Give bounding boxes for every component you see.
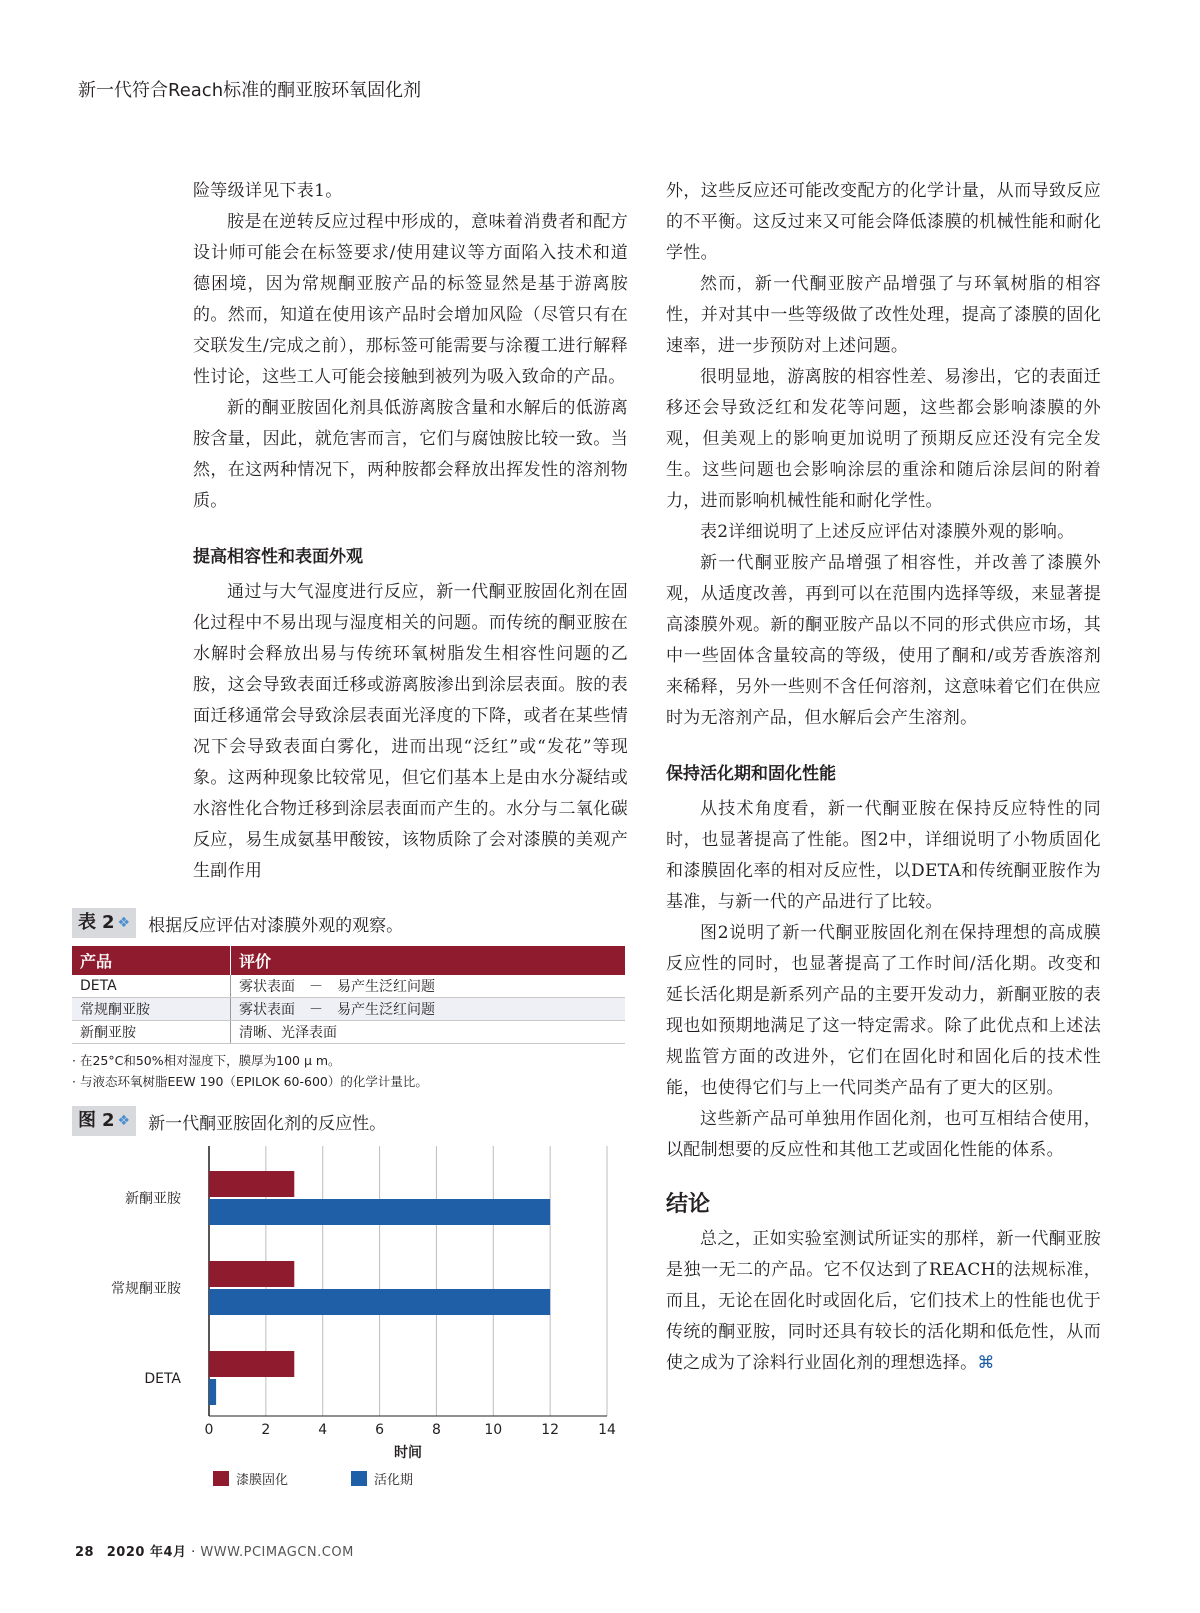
conclusion-text: 总之，正如实验室测试所证实的那样，新一代酮亚胺是独一无二的产品。它不仅达到了REACH的法规标准，而且，无论在固化时或固化后，它们技术上的性能也优于传统的酮亚胺，同时还具有较长的活化期和低危性，从而使之成为了涂料行业固化剂的理想选择。 — [666, 1229, 1101, 1373]
figure-label-text: 图 — [78, 1110, 96, 1131]
table-label — [72, 908, 136, 938]
column-header: 产品 — [72, 946, 231, 975]
issue-date: 2020 年4月 — [106, 1545, 187, 1560]
bar — [209, 1171, 294, 1197]
paragraph: 很明显地，游离胺的相容性差、易渗出，它的表面迁移还会导致泛红和发花等问题，这些都会影响漆膜的外观，但美观上的影响更加说明了预期反应还没有完全发生。这些问题也会影响涂层的重涂和随后涂层间的附着力，进而影响机械性能和耐化学性。 — [666, 367, 1101, 511]
tick-label: 14 — [598, 1422, 616, 1438]
tick-label: 6 — [375, 1422, 385, 1438]
table-note: · 与液态环氧树脂EEW 190（EPILOK 60-600）的化学计量比。 — [72, 1074, 428, 1089]
figure-caption — [72, 1106, 386, 1136]
table-cell: 清晰、光泽表面 — [231, 1021, 626, 1044]
legend-label: 活化期 — [374, 1473, 414, 1488]
figure-caption-text: 新一代酮亚胺固化剂的反应性。 — [148, 1113, 387, 1134]
table-row — [72, 1021, 625, 1044]
table-caption-text: 根据反应评估对漆膜外观的观察。 — [148, 915, 404, 936]
running-title: 新一代符合Reach标准的酮亚胺环氧固化剂 — [78, 80, 422, 101]
category-label: 新酮亚胺 — [125, 1191, 181, 1207]
conclusion-heading: 结论 — [666, 1192, 711, 1217]
table-note: · 在25°C和50%相对湿度下，膜厚为100 μ m。 — [72, 1053, 341, 1068]
right-column — [666, 176, 1101, 1379]
table-cell: 雾状表面 － 易产生泛红问题 — [231, 998, 626, 1021]
figure-number: 2 — [102, 1110, 115, 1131]
paragraph: 图2说明了新一代酮亚胺固化剂在保持理想的高成膜反应性的同时，也显著提高了工作时间/活化期。改变和延长活化期是新系列产品的主要开发动力，新酮亚胺的表现也如预期地满足了这一特定需求。除了此优点和上述法规监管方面的改进外，它们在固化时和固化后的技术性能，也使得它们与上一代同类产品有了更大的区别。 — [666, 923, 1101, 1098]
table-number: 2 — [102, 912, 115, 933]
website-url: WWW.PCIMAGCN.COM — [200, 1545, 354, 1560]
tick-label: 4 — [318, 1422, 328, 1438]
category-label: DETA — [144, 1371, 181, 1387]
x-axis-label: 时间 — [394, 1445, 422, 1461]
bar — [209, 1379, 216, 1405]
tick-label: 8 — [431, 1422, 441, 1438]
bar — [209, 1351, 294, 1377]
table-2 — [72, 908, 627, 1092]
table-header-row — [72, 946, 625, 975]
diamond-cluster-icon: ❖ — [117, 915, 131, 931]
footer-separator: · — [191, 1545, 196, 1560]
paragraph: 外，这些反应还可能改变配方的化学计量，从而导致反应的不平衡。这反过来又可能会降低漆膜的机械性能和耐化学性。 — [666, 181, 1101, 263]
paragraph: 新一代酮亚胺产品增强了相容性，并改善了漆膜外观，从适度改善，再到可以在范围内选择等级，来显著提高漆膜外观。新的酮亚胺产品以不同的形式供应市场，其中一些固体含量较高的等级，使用了酮和/或芳香族溶剂来稀释，另外一些则不含任何溶剂，这意味着它们在供应时为无溶剂产品，但水解后会产生溶剂。 — [666, 553, 1101, 728]
paragraph: 然而，新一代酮亚胺产品增强了与环氧树脂的相容性，并对其中一些等级做了改性处理，提高了漆膜的固化速率，进一步预防对上述问题。 — [666, 274, 1101, 356]
legend-swatch — [351, 1471, 367, 1486]
paragraph: 从技术角度看，新一代酮亚胺在保持反应特性的同时，也显著提高了性能。图2中，详细说明了小物质固化和漆膜固化率的相对反应性，以DETA和传统酮亚胺作为基准，与新一代的产品进行了比较。 — [666, 799, 1101, 912]
table-row — [72, 998, 625, 1021]
paragraph: 险等级详见下表1。 — [193, 181, 343, 201]
table-caption — [72, 908, 627, 938]
section-heading: 保持活化期和固化性能 — [666, 764, 836, 784]
end-mark-icon: ⌘ — [977, 1353, 995, 1373]
table-label-text: 表 — [78, 912, 96, 933]
reactivity-chart — [72, 1138, 632, 1498]
legend-label: 漆膜固化 — [236, 1473, 289, 1488]
tick-label: 2 — [261, 1422, 271, 1438]
tick-label: 10 — [484, 1422, 503, 1438]
table-cell: 常规酮亚胺 — [72, 998, 231, 1021]
paragraph: 新的酮亚胺固化剂具低游离胺含量和水解后的低游离胺含量，因此，就危害而言，它们与腐蚀胺比较一致。当然，在这两种情况下，两种胺都会释放出挥发性的溶剂物质。 — [193, 398, 628, 511]
left-column — [193, 176, 628, 887]
figure-label — [72, 1106, 136, 1136]
diamond-cluster-icon: ❖ — [117, 1113, 131, 1129]
evaluation-table — [72, 946, 625, 1044]
page-footer — [75, 1541, 354, 1560]
chart-svg — [72, 1138, 632, 1498]
table-cell: DETA — [72, 975, 231, 998]
bar — [209, 1289, 550, 1315]
tick-label: 12 — [541, 1422, 560, 1438]
table-cell: 新酮亚胺 — [72, 1021, 231, 1044]
bar — [209, 1261, 294, 1287]
section-heading: 提高相容性和表面外观 — [193, 547, 363, 567]
paragraph: 胺是在逆转反应过程中形成的，意味着消费者和配方设计师可能会在标签要求/使用建议等方面陷入技术和道德困境，因为常规酮亚胺产品的标签显然是基于游离胺的。然而，知道在使用该产品时会增加风险（尽管只有在交联发生/完成之前），那标签可能需要与涂覆工进行解释性讨论，这些工人可能会接触到被列为吸入致命的产品。 — [193, 212, 628, 387]
legend-swatch — [213, 1471, 229, 1486]
paragraph: 这些新产品可单独用作固化剂，也可互相结合使用，以配制想要的反应性和其他工艺或固化性能的体系。 — [666, 1109, 1101, 1160]
column-header: 评价 — [231, 946, 626, 975]
bar — [209, 1199, 550, 1225]
tick-label: 0 — [204, 1422, 214, 1438]
table-row — [72, 975, 625, 998]
paragraph: 通过与大气湿度进行反应，新一代酮亚胺固化剂在固化过程中不易出现与湿度相关的问题。而传统的酮亚胺在水解时会释放出易与传统环氧树脂发生相容性问题的乙胺，这会导致表面迁移或游离胺渗出到涂层表面。胺的表面迁移通常会导致涂层表面光泽度的下降，或者在某些情况下会导致表面白雾化，进而出现“泛红”或“发花”等现象。这两种现象比较常见，但它们基本上是由水分凝结或水溶性化合物迁移到涂层表面而产生的。水分与二氧化碳反应，易生成氨基甲酸铵，该物质除了会对漆膜的美观产生副作用 — [193, 582, 628, 881]
table-notes — [72, 1050, 627, 1092]
category-label: 常规酮亚胺 — [111, 1281, 181, 1297]
table-cell: 雾状表面 － 易产生泛红问题 — [231, 975, 626, 998]
paragraph: 表2详细说明了上述反应评估对漆膜外观的影响。 — [700, 522, 1075, 542]
conclusion-paragraph — [666, 1224, 1101, 1379]
page-number: 28 — [75, 1545, 95, 1560]
